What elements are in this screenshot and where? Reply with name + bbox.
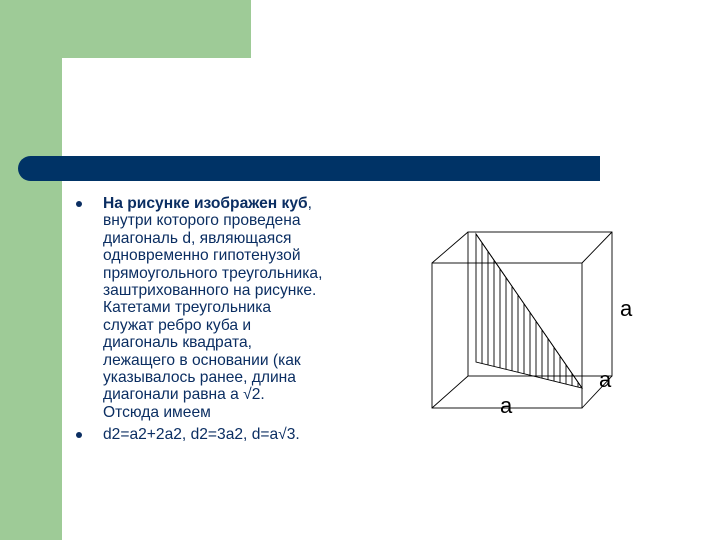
bullet-1-line: Отсюда имеем [103,403,211,421]
cube-diagram [420,220,650,420]
bullet-1-line: диагонали равна a √2. [103,386,265,404]
cube-front-face [432,263,582,408]
bullet-dot-icon [76,201,82,207]
cube-svg [420,220,650,420]
bullet-1-lead-rest: , [307,195,312,212]
slide-text [76,195,376,449]
bullet-1-bold: На рисунке изображен куб [103,195,308,212]
bullet-1-line: указывалось ранее, длина [103,369,296,387]
top-accent-block [0,0,251,58]
bullet-dot-icon [76,432,82,438]
bullet-1-line: внутри которого проведена [103,212,301,230]
cube-edge-top-left [432,232,468,263]
bullet-1-line: Катетами треугольника [103,299,272,317]
bullet-1-line: одновременно гипотенузой [103,247,301,265]
edge-label-depth: a [599,367,612,392]
bullet-1-line: прямоугольного треугольника, [103,264,323,282]
bullet-1-line: диагональ d, являющаяся [103,229,292,247]
bullet-1-line: служат ребро куба и [103,316,252,334]
bullet-1-lead [103,195,376,212]
cube-edge-bottom-left [432,376,468,408]
bullet-1 [76,195,376,421]
cube-edge-top-right [582,232,612,263]
bullet-2-formula: d2=a2+2a2, d2=3a2, d=a√3. [103,426,300,444]
bullet-2 [76,426,376,443]
edge-label-right: a [620,296,633,321]
bullet-1-line: диагональ квадрата, [103,334,253,352]
title-bar [18,156,600,181]
bullet-1-line: лежащего в основании (как [103,351,301,369]
rounded-corner [62,58,102,98]
left-accent-strip [0,0,62,540]
edge-label-bottom: a [500,393,513,418]
bullet-1-line: заштрихованного на рисунке. [103,282,317,300]
